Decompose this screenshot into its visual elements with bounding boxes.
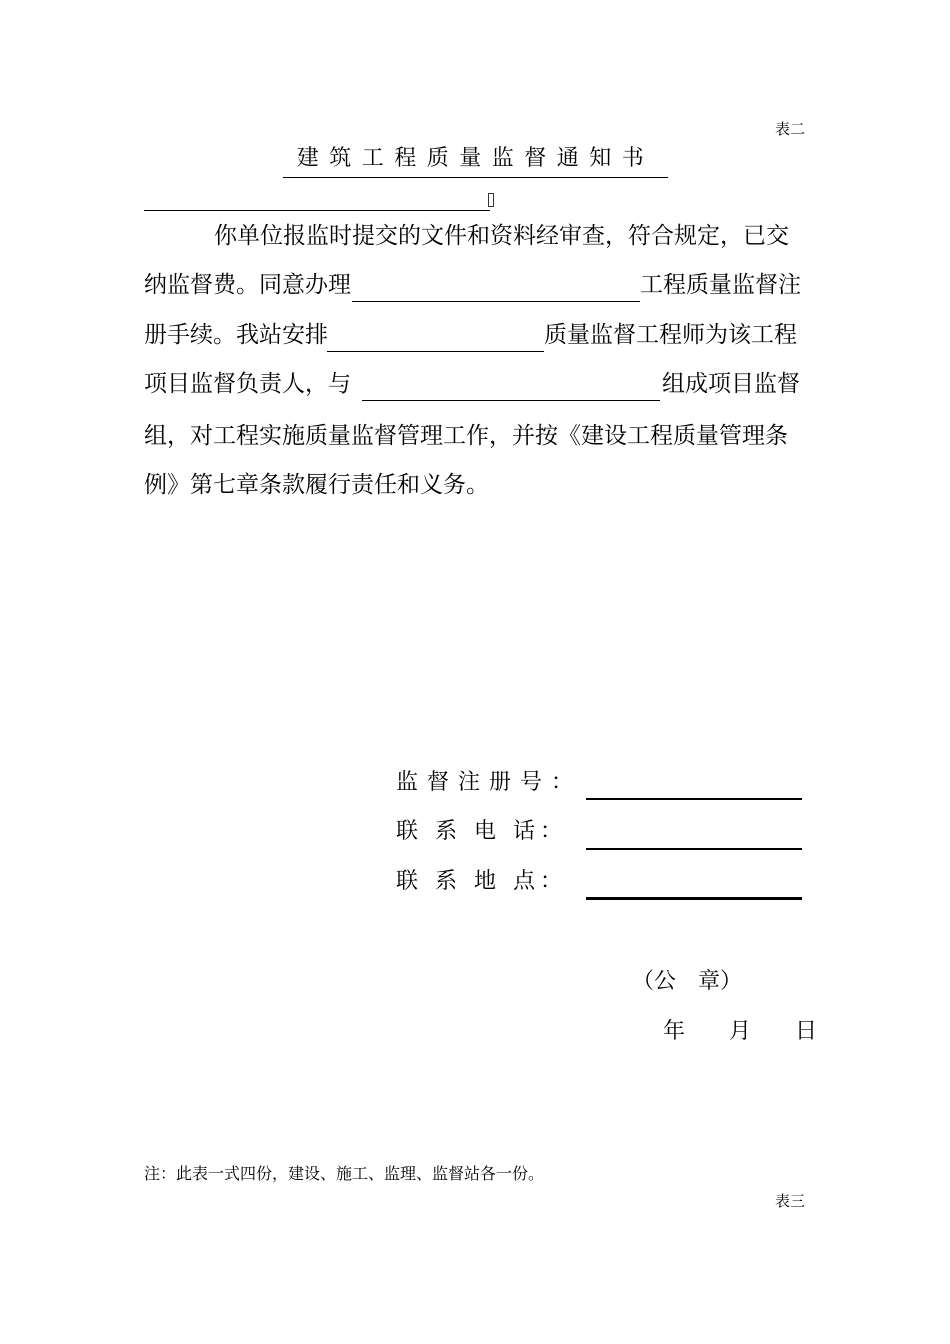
form-number-bottom: 表三: [775, 1192, 806, 1210]
contact-address-label: 联 系 地 点：: [396, 869, 567, 894]
body-line-5: 组，对工程实施质量监督管理工作，并按《建设工程质量管理条: [144, 423, 788, 449]
official-seal-label: （公 章）: [632, 969, 743, 994]
registration-number-field[interactable]: [586, 798, 802, 800]
form-number-top: 表二: [775, 120, 806, 138]
date-line: 年 月 日: [663, 1019, 818, 1044]
body-line-1: 你单位报监时提交的文件和资料经审查，符合规定，已交: [214, 223, 789, 249]
body-line-4b: 组成项目监督: [662, 371, 800, 397]
team-members-blank[interactable]: [362, 400, 660, 401]
engineer-name-blank[interactable]: [327, 351, 544, 352]
contact-address-field[interactable]: [586, 897, 802, 900]
body-line-2a: 纳监督费。同意办理: [144, 272, 351, 298]
project-name-blank[interactable]: [352, 301, 640, 302]
body-line-2b: 工程质量监督注: [640, 272, 801, 298]
colon-box-glyph: [488, 193, 494, 207]
body-line-4a: 项目监督负责人，与: [144, 371, 351, 397]
body-line-3b: 质量监督工程师为该工程: [544, 322, 797, 348]
addressee-line: [144, 210, 490, 211]
contact-phone-label: 联 系 电 话：: [396, 819, 567, 844]
contact-phone-field[interactable]: [586, 848, 802, 850]
document-title: 建筑工程质量监督通知书: [283, 144, 668, 178]
footer-note: 注：此表一式四份，建设、施工、监理、监督站各一份。: [144, 1164, 545, 1183]
body-line-6: 例》第七章条款履行责任和义务。: [144, 472, 489, 498]
body-line-3a: 册手续。我站安排: [144, 322, 328, 348]
registration-number-label: 监督注册号：: [396, 770, 583, 795]
